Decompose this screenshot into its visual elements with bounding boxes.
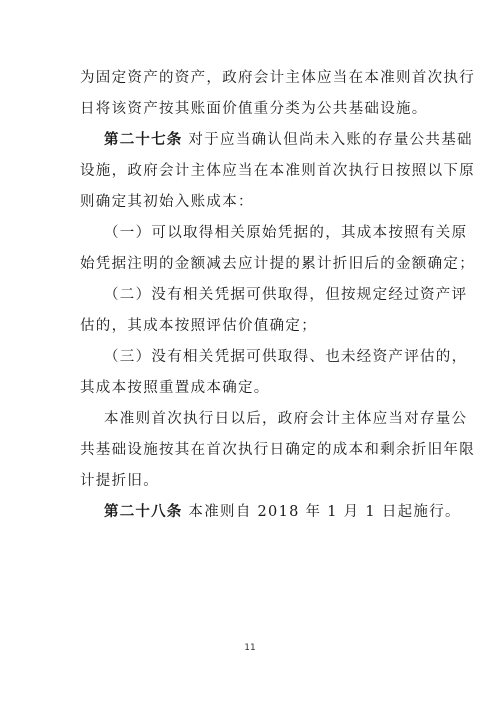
text-line: 本准则首次执行日以后，政府会计主体应当对存量公 [104,411,468,427]
text-line: （二）没有相关凭据可供取得，但按规定经过资产评 [104,287,468,303]
text-line: 设施，政府会计主体应当在本准则首次执行日按照以下原 [80,163,475,179]
page-number: 11 [244,643,256,653]
article-28-line [104,502,461,522]
article-heading: 第二十八条 [104,504,183,520]
text-line: 本准则自 2018 年 1 月 1 日起施行。 [188,504,461,520]
text-line: 则确定其初始入账成本： [80,194,254,210]
text-line: 计提折旧。 [80,473,159,489]
text-line: （三）没有相关凭据可供取得、也未经资产评估的， [104,349,468,365]
text-line: 为固定资产的资产，政府会计主体应当在本准则首次执行 [80,70,475,86]
text-line: 估的，其成本按照评估价值确定； [80,318,317,334]
text-line: 日将该资产按其账面价值重分类为公共基础设施。 [80,101,428,117]
article-27-first-line [104,130,473,150]
text-line: 其成本按照重置成本确定。 [80,380,270,396]
text-line: （一）可以取得相关原始凭据的，其成本按照有关原 [104,225,468,241]
text-line: 始凭据注明的金额减去应计提的累计折旧后的金额确定； [80,256,475,272]
text-line: 对于应当确认但尚未入账的存量公共基础 [188,132,473,148]
text-line: 共基础设施按其在首次执行日确定的成本和剩余折旧年限 [80,442,475,458]
article-heading: 第二十七条 [104,132,183,148]
